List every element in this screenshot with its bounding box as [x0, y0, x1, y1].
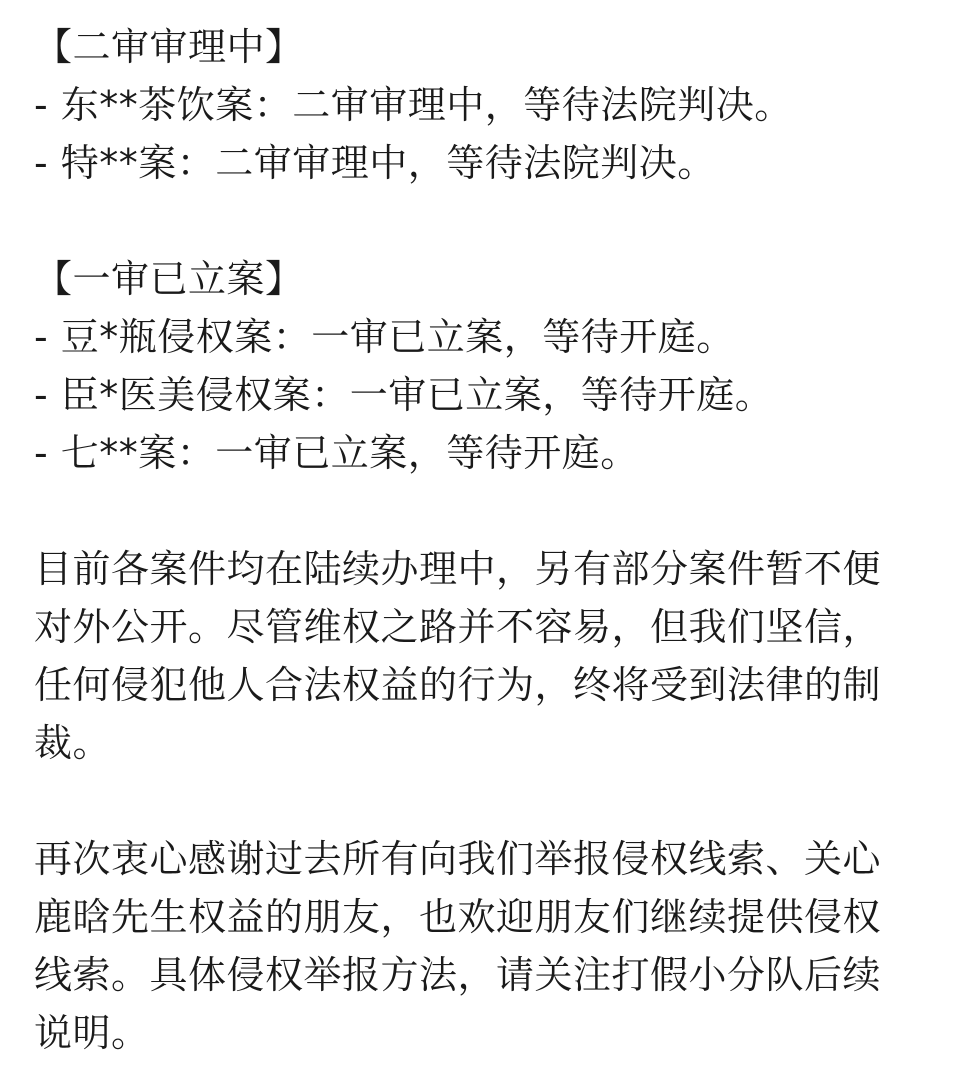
paragraph-line: 任何侵犯他人合法权益的行为，终将受到法律的制	[34, 663, 882, 707]
case-item: - 七**案：一审已立案，等待开庭。	[34, 431, 639, 475]
paragraph-line: 线索。具体侵权举报方法，请关注打假小分队后续	[34, 953, 882, 997]
section-heading: 【一审已立案】	[34, 257, 304, 301]
paragraph-line: 说明。	[34, 1011, 150, 1055]
case-item: - 东**茶饮案：二审审理中，等待法院判决。	[34, 83, 793, 127]
case-item: - 特**案：二审审理中，等待法院判决。	[34, 141, 716, 185]
case-item: - 臣*医美侵权案：一审已立案，等待开庭。	[34, 373, 774, 417]
paragraph-line: 鹿晗先生权益的朋友，也欢迎朋友们继续提供侵权	[34, 895, 882, 939]
section-first-instance	[34, 250, 934, 482]
status-paragraph	[34, 540, 934, 772]
section-heading: 【二审审理中】	[34, 25, 304, 69]
document-body	[34, 18, 934, 1062]
spacer	[34, 772, 934, 830]
spacer	[34, 192, 934, 250]
paragraph-line: 再次衷心感谢过去所有向我们举报侵权线索、关心	[34, 837, 882, 881]
paragraph-line: 对外公开。尽管维权之路并不容易，但我们坚信，	[34, 605, 882, 649]
thanks-paragraph	[34, 830, 934, 1062]
section-second-instance	[34, 18, 934, 192]
case-item: - 豆*瓶侵权案：一审已立案，等待开庭。	[34, 315, 735, 359]
spacer	[34, 482, 934, 540]
paragraph-line: 裁。	[34, 721, 112, 765]
paragraph-line: 目前各案件均在陆续办理中，另有部分案件暂不便	[34, 547, 882, 591]
